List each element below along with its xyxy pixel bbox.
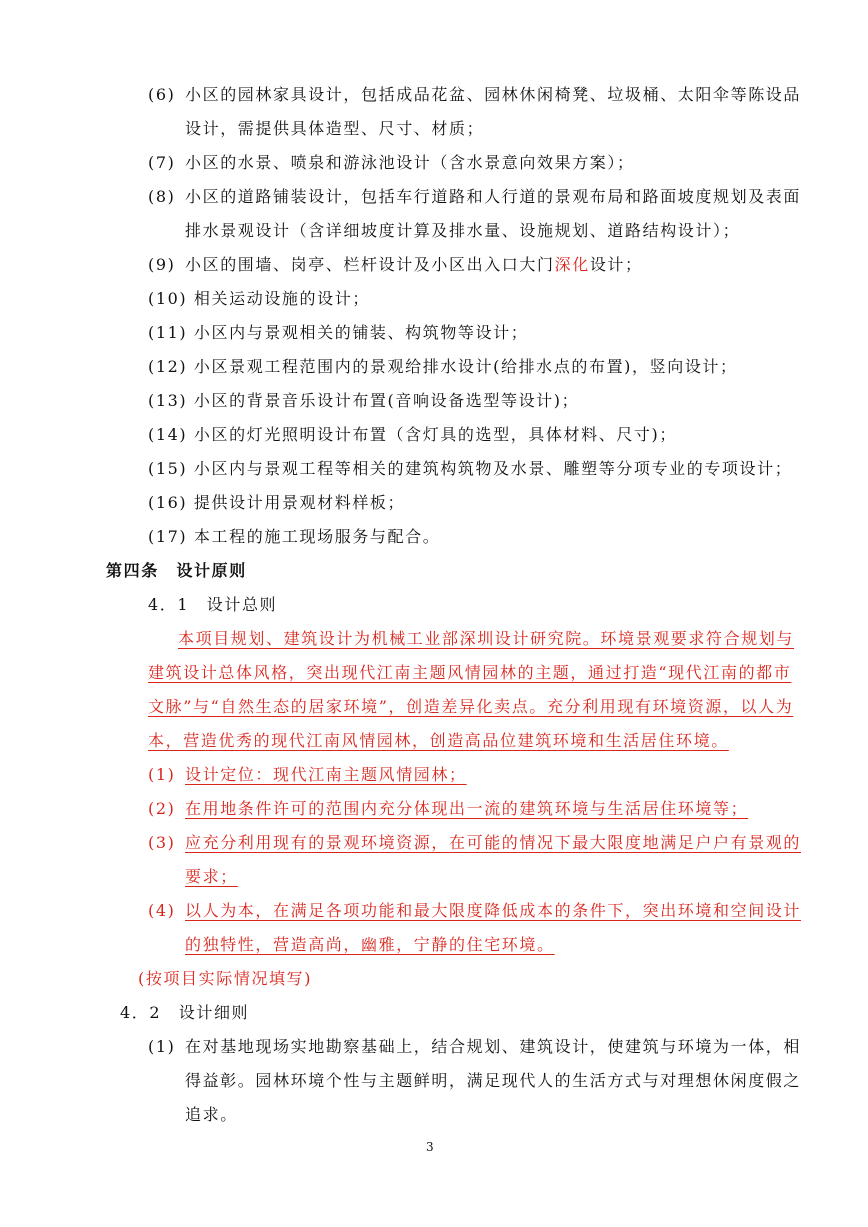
detail-1-line-3: 追求。 [185,1105,238,1124]
item-8-line-1: 小区的道路铺装设计，包括车行道路和人行道的景观布局和路面坡度规划及表面 [185,187,802,206]
subsection-4-1-title: 4．1 设计总则 [148,595,278,614]
item-6-number: (6) [148,85,176,104]
item-17: (17) 本工程的施工现场服务与配合。 [148,527,441,546]
item-14: (14) 小区的灯光照明设计布置（含灯具的选型，具体材料、尺寸)； [148,425,677,444]
item-16: (16) 提供设计用景观材料样板； [148,493,406,512]
general-principle-line-3: 文脉”与“自然生态的居家环境”，创造差异化卖点。充分利用现有环境资源，以人为 [148,697,794,716]
rule-2-text: 在用地条件许可的范围内充分体现出一流的建筑环境与生活居住环境等； [185,799,749,818]
item-9-highlight: 深化 [554,255,590,274]
subsection-4-2-title: 4．2 设计细则 [120,1003,250,1022]
item-12: (12) 小区景观工程范围内的景观给排水设计(给排水点的布置)，竖向设计； [148,357,738,376]
item-9-tail: 设计； [589,255,643,274]
rule-3-number: (3) [148,833,176,852]
item-8-line-2: 排水景观设计（含详细坡度计算及排水量、设施规划、道路结构设计）； [185,221,741,240]
item-11: (11) 小区内与景观相关的铺装、构筑物等设计； [148,323,529,342]
item-9-text: 小区的围墙、岗亭、栏杆设计及小区出入口大门 [185,255,555,274]
item-6-line-2: 设计，需提供具体造型、尺寸、材质； [185,119,485,138]
rule-3-line-1: 应充分利用现有的景观环境资源，在可能的情况下最大限度地满足户户有景观的 [185,833,802,852]
detail-1-number: (1) [148,1037,176,1056]
item-9-line [185,254,643,276]
item-13: (13) 小区的背景音乐设计布置(音响设备选型等设计)； [148,391,580,410]
item-7-line-1: 小区的水景、喷泉和游泳池设计（含水景意向效果方案）； [185,153,635,172]
detail-1-line-1: 在对基地现场实地勘察基础上，结合规划、建筑设计，使建筑与环境为一体，相 [185,1037,802,1056]
page-number: 3 [426,1140,434,1154]
section-heading: 第四条 设计原则 [106,561,247,580]
rule-3-line-2: 要求； [185,867,238,886]
fill-in-note: (按项目实际情况填写) [138,969,313,988]
general-principle-line-4: 本，营造优秀的现代江南风情园林，创造高品位建筑环境和生活居住环境。 [148,731,729,750]
item-8-number: (8) [148,187,176,206]
item-9-number: (9) [148,255,176,274]
general-principle-line-2: 建筑设计总体风格，突出现代江南主题风情园林的主题，通过打造“现代江南的都市 [148,663,792,682]
rule-4-line-1: 以人为本，在满足各项功能和最大限度降低成本的条件下，突出环境和空间设计 [185,901,802,920]
rule-1-number: (1) [148,765,176,784]
detail-1-line-2: 得益彰。园林环境个性与主题鲜明，满足现代人的生活方式与对理想休闲度假之 [185,1071,802,1090]
rule-1-text: 设计定位：现代江南主题风情园林； [185,765,467,784]
rule-4-line-2: 的独特性，营造高尚，幽雅，宁静的住宅环境。 [185,935,555,954]
rule-4-number: (4) [148,901,176,920]
item-7-number: (7) [148,153,176,172]
rule-2-number: (2) [148,799,176,818]
item-10: (10) 相关运动设施的设计； [148,289,370,308]
item-15: (15) 小区内与景观工程等相关的建筑构筑物及水景、雕塑等分项专业的专项设计； [148,459,793,478]
item-6-line-1: 小区的园林家具设计，包括成品花盆、园林休闲椅凳、垃圾桶、太阳伞等陈设品 [185,85,802,104]
general-principle-line-1: 本项目规划、建筑设计为机械工业部深圳设计研究院。环境景观要求符合规划与 [178,629,795,648]
